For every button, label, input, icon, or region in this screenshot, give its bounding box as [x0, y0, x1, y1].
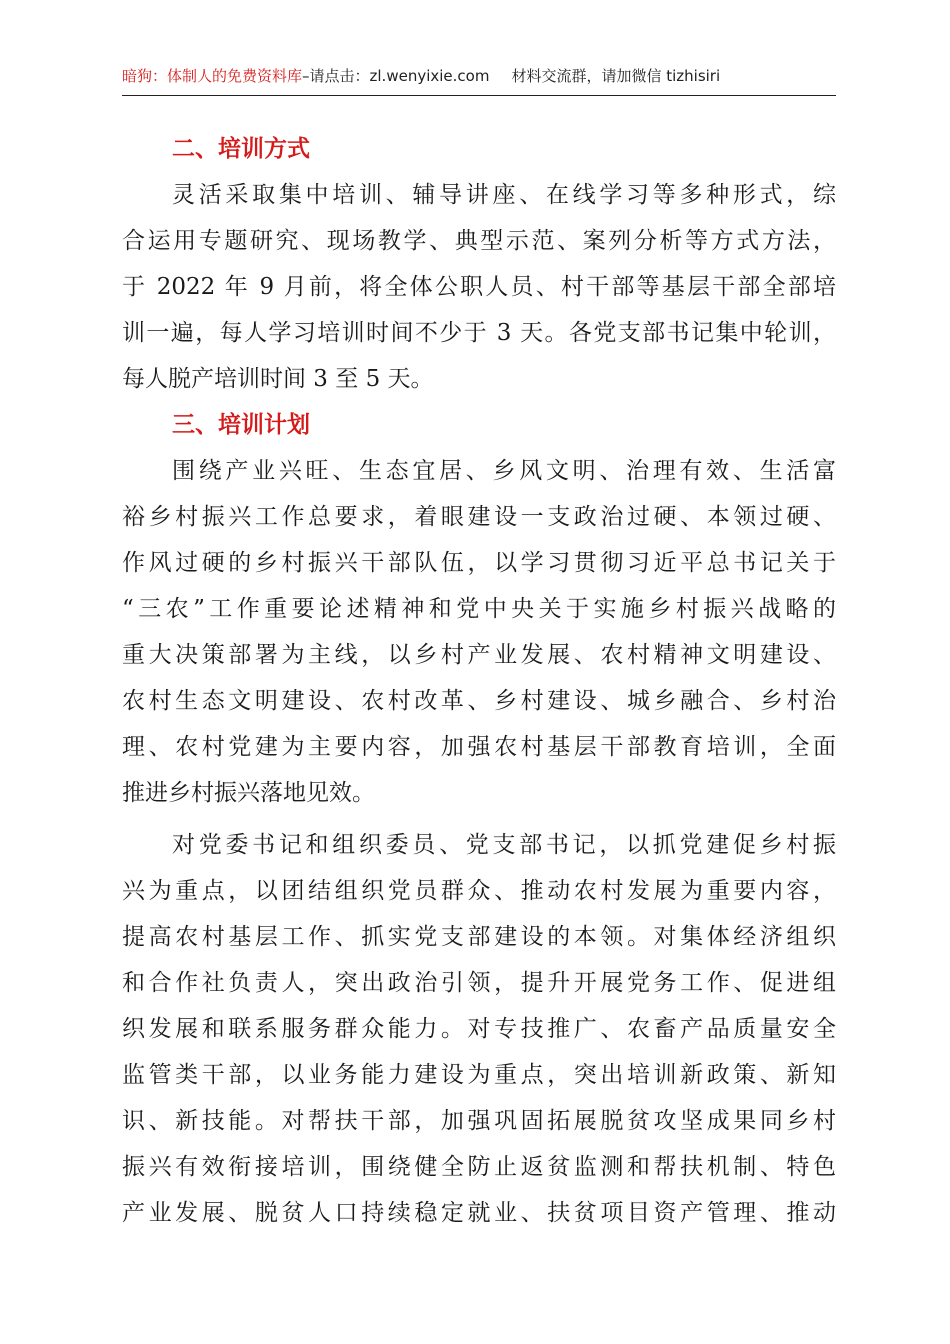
- paragraph-line: 识、新技能。对帮扶干部，加强巩固拓展脱贫攻坚成果同乡村: [122, 1108, 836, 1134]
- header-link[interactable]: –请点击：zl.wenyixie.com: [302, 67, 490, 85]
- paragraph: [122, 822, 836, 1236]
- paragraph-line: 理、农村党建为主要内容，加强农村基层干部教育培训，全面: [122, 734, 836, 760]
- header-divider: [122, 95, 836, 96]
- paragraph-line: 灵活采取集中培训、辅导讲座、在线学习等多种形式，综: [172, 182, 836, 208]
- section-heading-training-plan: 三、培训计划: [172, 412, 310, 438]
- paragraph-line: “三农”工作重要论述精神和党中央关于实施乡村振兴战略的: [122, 596, 836, 622]
- paragraph-line: 产业发展、脱贫人口持续稳定就业、扶贫项目资产管理、推动: [122, 1200, 836, 1226]
- paragraph-line: 训一遍，每人学习培训时间不少于 3 天。各党支部书记集中轮训，: [122, 320, 836, 346]
- paragraph-line: 作风过硬的乡村振兴干部队伍，以学习贯彻习近平总书记关于: [122, 550, 836, 576]
- paragraph-line: 重大决策部署为主线，以乡村产业发展、农村精神文明建设、: [122, 642, 836, 668]
- paragraph-line: 农村生态文明建设、农村改革、乡村建设、城乡融合、乡村治: [122, 688, 836, 714]
- paragraph-line: 兴为重点，以团结组织党员群众、推动农村发展为重要内容，: [122, 878, 836, 904]
- header-site-name: 暗狗：体制人的免费资料库: [122, 67, 303, 85]
- paragraph-line: 围绕产业兴旺、生态宜居、乡风文明、治理有效、生活富: [172, 458, 836, 484]
- paragraph-line: 织发展和联系服务群众能力。对专技推广、农畜产品质量安全: [122, 1016, 836, 1042]
- paragraph-line: 振兴有效衔接培训，围绕健全防止返贫监测和帮扶机制、特色: [122, 1154, 836, 1180]
- paragraph-line: 对党委书记和组织委员、党支部书记，以抓党建促乡村振: [172, 832, 836, 858]
- paragraph: [122, 448, 836, 816]
- paragraph-line: 裕乡村振兴工作总要求，着眼建设一支政治过硬、本领过硬、: [122, 504, 836, 530]
- paragraph-line: 于 2022 年 9 月前，将全体公职人员、村干部等基层干部全部培: [122, 274, 836, 300]
- paragraph: [122, 172, 836, 402]
- paragraph-line: 提高农村基层工作、抓实党支部建设的本领。对集体经济组织: [122, 924, 836, 950]
- section-heading-training-method: 二、培训方式: [172, 136, 310, 162]
- paragraph-line: 监管类干部，以业务能力建设为重点，突出培训新政策、新知: [122, 1062, 836, 1088]
- document-body: [122, 126, 836, 1236]
- page-header: [122, 62, 836, 90]
- paragraph-line: 和合作社负责人，突出政治引领，提升开展党务工作、促进组: [122, 970, 836, 996]
- paragraph-line: 合运用专题研究、现场教学、典型示范、案列分析等方式方法，: [122, 228, 836, 254]
- paragraph-line: 推进乡村振兴落地见效。: [122, 780, 375, 806]
- paragraph-line: 每人脱产培训时间 3 至 5 天。: [122, 366, 434, 392]
- header-group-note: 材料交流群，请加微信 tizhisiri: [511, 67, 721, 85]
